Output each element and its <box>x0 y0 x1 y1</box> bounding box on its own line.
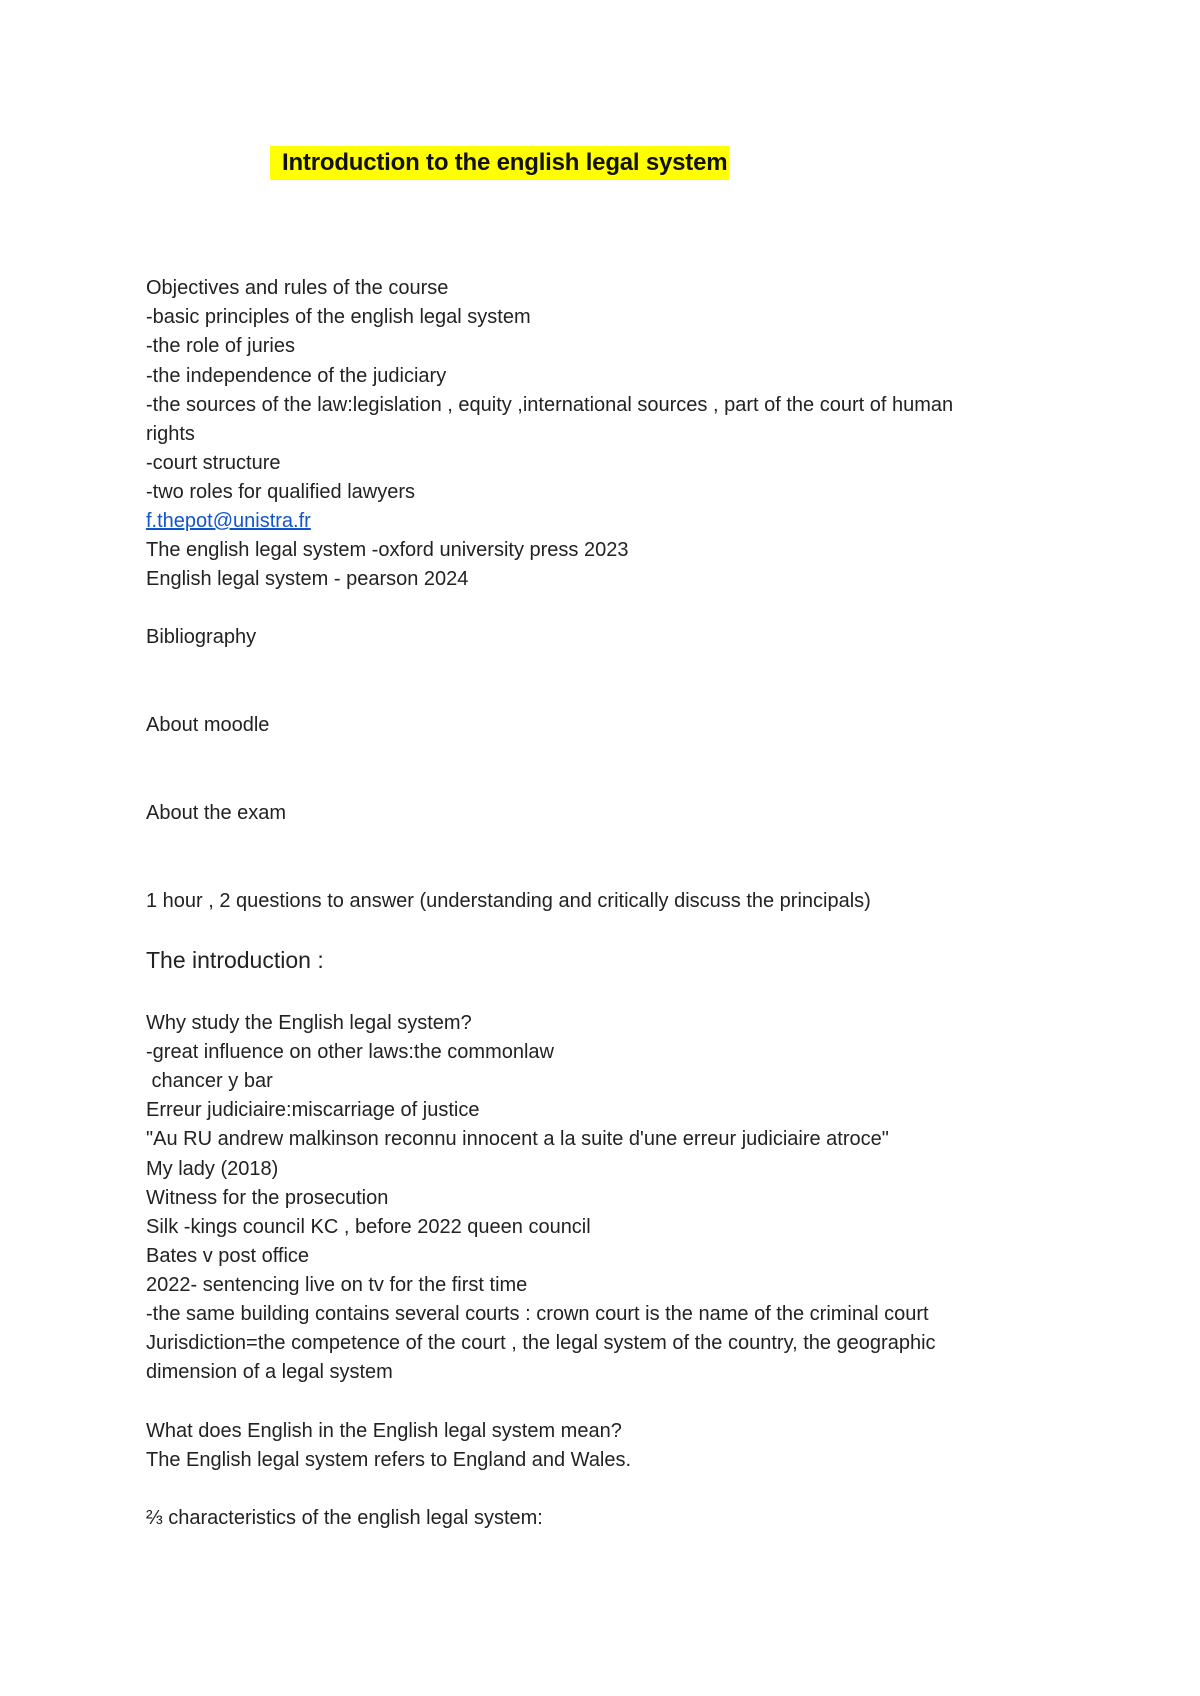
objective-item: -the independence of the judiciary <box>146 365 447 387</box>
characteristics-heading: ⅔ characteristics of the english legal system: <box>146 1507 543 1529</box>
exam-heading: About the exam <box>146 802 287 824</box>
bibliography-heading: Bibliography <box>146 626 257 648</box>
objective-item: -court structure <box>146 452 281 474</box>
answer-line: The English legal system refers to England and Wales. <box>146 1449 632 1471</box>
intro-line: Erreur judiciaire:miscarriage of justice <box>146 1099 480 1121</box>
intro-line: Bates v post office <box>146 1245 310 1267</box>
exam-details: 1 hour , 2 questions to answer (understanding and critically discuss the principals) <box>146 890 871 912</box>
intro-line: Jurisdiction=the competence of the court , the legal system of the country, the geographic <box>146 1332 936 1354</box>
intro-line-continued: dimension of a legal system <box>146 1361 393 1383</box>
email-line <box>146 509 311 533</box>
objectives-heading: Objectives and rules of the course <box>146 277 449 299</box>
intro-line: -the same building contains several courts : crown court is the name of the criminal court <box>146 1303 929 1325</box>
intro-line: Why study the English legal system? <box>146 1012 472 1034</box>
intro-line: chancer y bar <box>146 1070 273 1092</box>
objective-item: -the sources of the law:legislation , equity ,international sources , part of the court of human <box>146 394 954 416</box>
objective-item-continued: rights <box>146 423 195 445</box>
reference-item: The english legal system -oxford university press 2023 <box>146 539 629 561</box>
question-line: What does English in the English legal system mean? <box>146 1420 622 1442</box>
objective-item: -two roles for qualified lawyers <box>146 481 415 503</box>
intro-line: Silk -kings council KC , before 2022 queen council <box>146 1216 591 1238</box>
intro-line: Witness for the prosecution <box>146 1187 389 1209</box>
email-link[interactable]: f.thepot@unistra.fr <box>146 510 311 532</box>
reference-item: English legal system - pearson 2024 <box>146 568 469 590</box>
document-title: Introduction to the english legal system <box>282 149 728 176</box>
intro-line: "Au RU andrew malkinson reconnu innocent a la suite d'une erreur judiciaire atroce" <box>146 1128 889 1150</box>
objective-item: -basic principles of the english legal system <box>146 306 531 328</box>
introduction-heading: The introduction : <box>146 947 324 973</box>
title-highlight <box>270 146 729 180</box>
moodle-heading: About moodle <box>146 714 270 736</box>
objective-item: -the role of juries <box>146 335 295 357</box>
intro-line: 2022- sentencing live on tv for the first time <box>146 1274 528 1296</box>
intro-line: -great influence on other laws:the commonlaw <box>146 1041 554 1063</box>
intro-line: My lady (2018) <box>146 1158 279 1180</box>
